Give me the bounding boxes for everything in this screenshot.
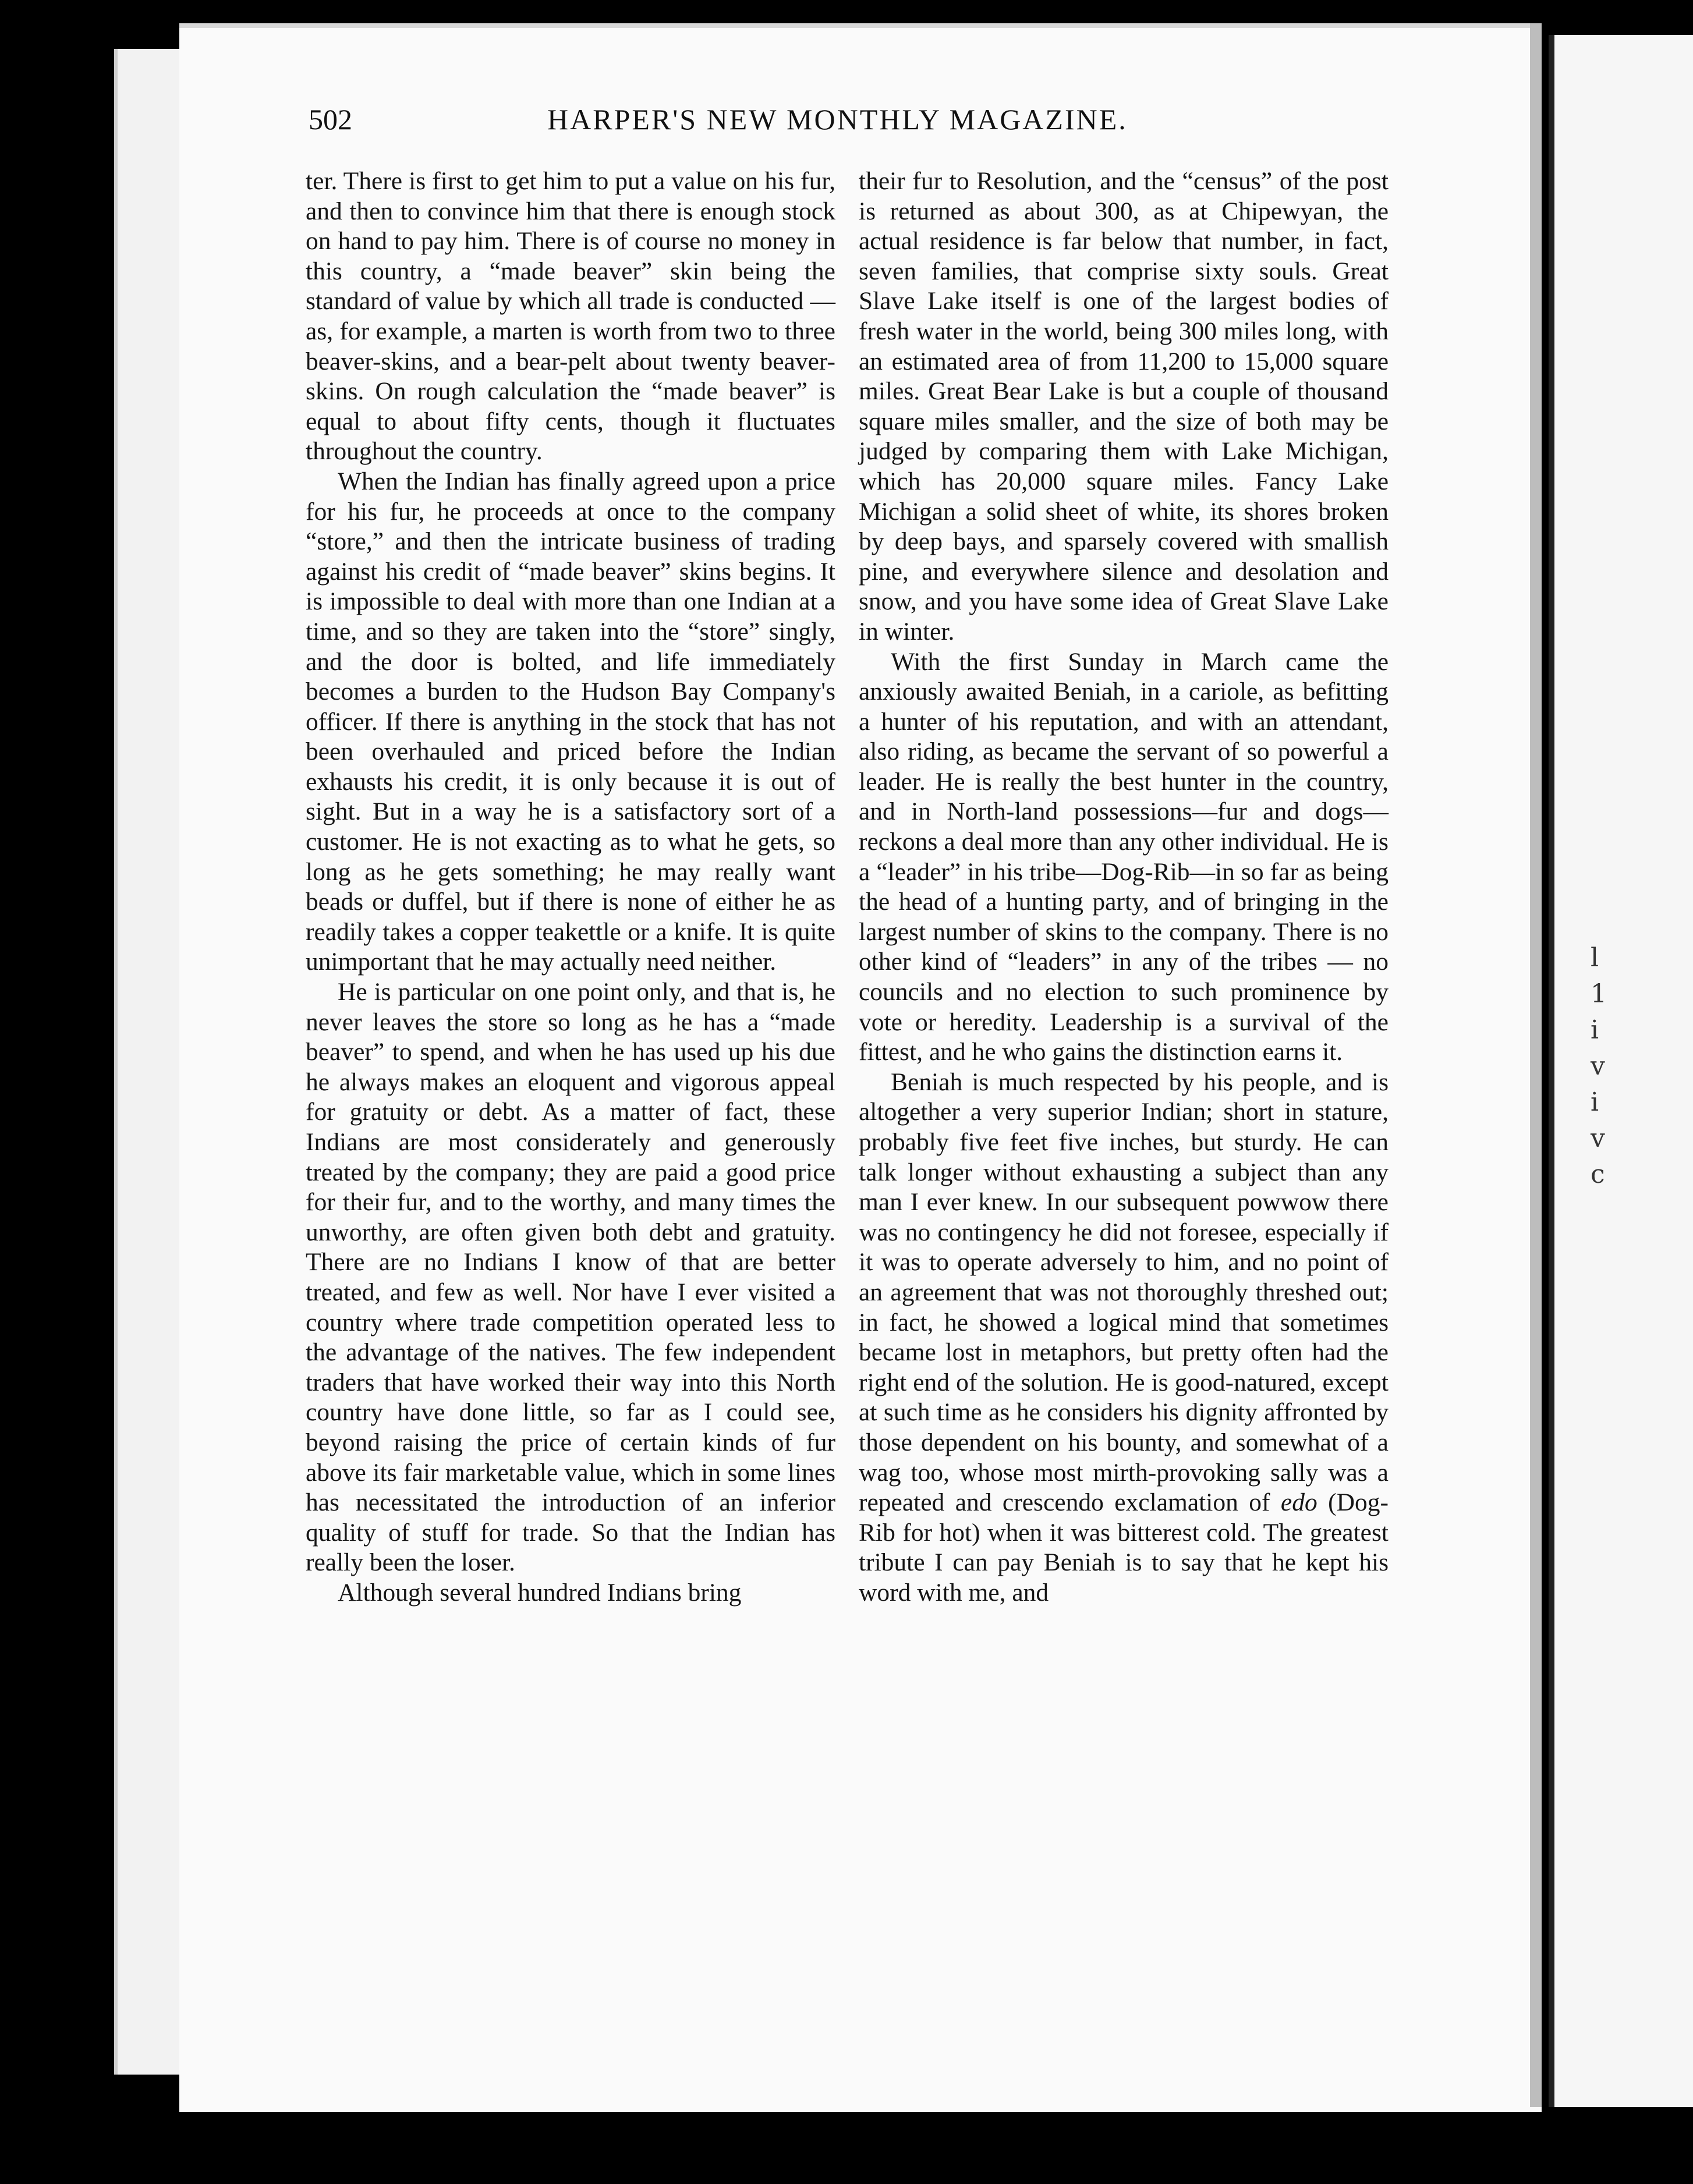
- margin-letter: v: [1591, 1123, 1605, 1153]
- page-gutter-shadow: [1530, 23, 1542, 2107]
- adjacent-page-edge: [1549, 35, 1693, 2107]
- paragraph: When the Indian has finally agreed upon a price for his fur, he proceeds at once to the company “store,” and then the intricate business of trading against his credit of “made beaver” skins begins. It is impossible to deal with more than one Indian at a time, and so they are taken into the “store” singly, and the door is bolted, and life immediately becomes a burden to the Hudson Bay Company's officer. If there is anything in the stock that has not been overhauled and priced before the Indian exhausts his credit, it is only because it is out of sight. But in a way he is a satisfactory sort of a customer. He is not exacting as to what he gets, so long as he gets something; he may really want beads or duffel, but if there is none of either he as readily takes a copper teakettle or a knife. It is quite unimportant that he may actually need neither.: [306, 467, 835, 976]
- paragraph: He is particular on one point only, and that is, he never leaves the store so long as he has a “made beaver” to spend, and when he has used up his due he always makes an eloquent and vigorous appeal for gratuity or debt. As a matter of fact, these Indians are most considerately and generously treated by the company; they are paid a good price for their fur, and to the worthy, and many times the unworthy, are often given both debt and gratuity. There are no Indians I know of that are better treated, and few as well. Nor have I ever visited a country where trade competition operated less to the advantage of the natives. The few independent traders that have worked their way into this North country have done little, so far as I could see, beyond raising the price of certain kinds of fur above its fair marketable value, which in some lines has necessitated the introduction of an inferior quality of stuff for trade. So that the Indian has really been the loser.: [306, 978, 835, 1577]
- margin-letter: l: [1591, 943, 1599, 973]
- paragraph: ter. There is first to get him to put a value on his fur, and then to convince him that there is enough stock on hand to pay him. There is of course no money in this country, a “made beaver” skin being the standard of value by which all trade is conducted — as, for example, a marten is worth from two to three beaver-skins, and a bear-pelt about twenty beaver-skins. On rough calculation the “made beaver” is equal to about fifty cents, though it fluctuates throughout the country.: [306, 167, 835, 466]
- margin-letter: i: [1591, 1015, 1599, 1045]
- margin-letter: 1: [1591, 979, 1607, 1009]
- right-column: [859, 166, 1389, 1608]
- paragraph: With the first Sunday in March came the anxiously awaited Beniah, in a cariole, as befitting a hunter of his reputation, and with an attendant, also riding, as became the servant of so powerful a leader. He is really the best hunter in the country, and in North-land possessions—fur and dogs—reckons a deal more than any other individual. He is a “leader” in his tribe—Dog-Rib—in so far as being the head of a hunting party, and of bringing in the largest number of skins to the company. There is no other kind of “leaders” in any of the tribes — no councils and no election to such prominence by vote or heredity. Leadership is a survival of the fittest, and he who gains the distinction earns it.: [859, 647, 1389, 1066]
- italic-word: edo: [1280, 1488, 1317, 1517]
- paragraph: Although several hundred Indians bring: [338, 1578, 742, 1607]
- paragraph: [859, 1068, 1389, 1608]
- page-number: 502: [309, 103, 352, 136]
- paragraph-text: Beniah is much respected by his people, and is altogether a very superior Indian; short in stature, probably five feet five inches, but sturdy. He can talk longer without exhausting a subject than any man I ever knew. In our subsequent powwow there was no contingency he did not foresee, especially if it was to operate adversely to him, and no point of an agreement that was not thoroughly threshed out; in fact, he showed a logical mind that sometimes became lost in metaphors, but pretty often had the right end of the solution. He is good-natured, except at such time as he considers his dignity affronted by those dependent on his bounty, and somewhat of a wag too, whose most mirth-provoking sally was a repeated and crescendo exclamation of: [859, 1068, 1389, 1517]
- paragraph-text: (Dog-Rib for hot) when it was bitterest cold. The greatest tribute I can pay Beniah is to say that he kept his word with me, and: [859, 1488, 1389, 1607]
- page-header: [309, 102, 1397, 143]
- left-page-edge: [114, 49, 183, 2075]
- margin-letter: i: [1591, 1087, 1599, 1117]
- left-column: [306, 166, 835, 1608]
- running-title: HARPER'S NEW MONTHLY MAGAZINE.: [547, 103, 1128, 136]
- margin-letter: v: [1591, 1051, 1605, 1081]
- paragraph: their fur to Resolution, and the “census” of the post is returned as about 300, as at Chipewyan, the actual residence is far below that number, in fact, seven families, that comprise sixty souls. Great Slave Lake itself is one of the largest bodies of fresh water in the world, being 300 miles long, with an estimated area of from 11,200 to 15,000 square miles. Great Bear Lake is but a couple of thousand square miles smaller, and the size of both may be judged by comparing them with Lake Michigan, which has 20,000 square miles. Fancy Lake Michigan a solid sheet of white, its shores broken by deep bays, and sparsely covered with smallish pine, and everywhere silence and desolation and snow, and you have some idea of Great Slave Lake in winter.: [859, 167, 1389, 646]
- margin-letter: c: [1591, 1160, 1605, 1189]
